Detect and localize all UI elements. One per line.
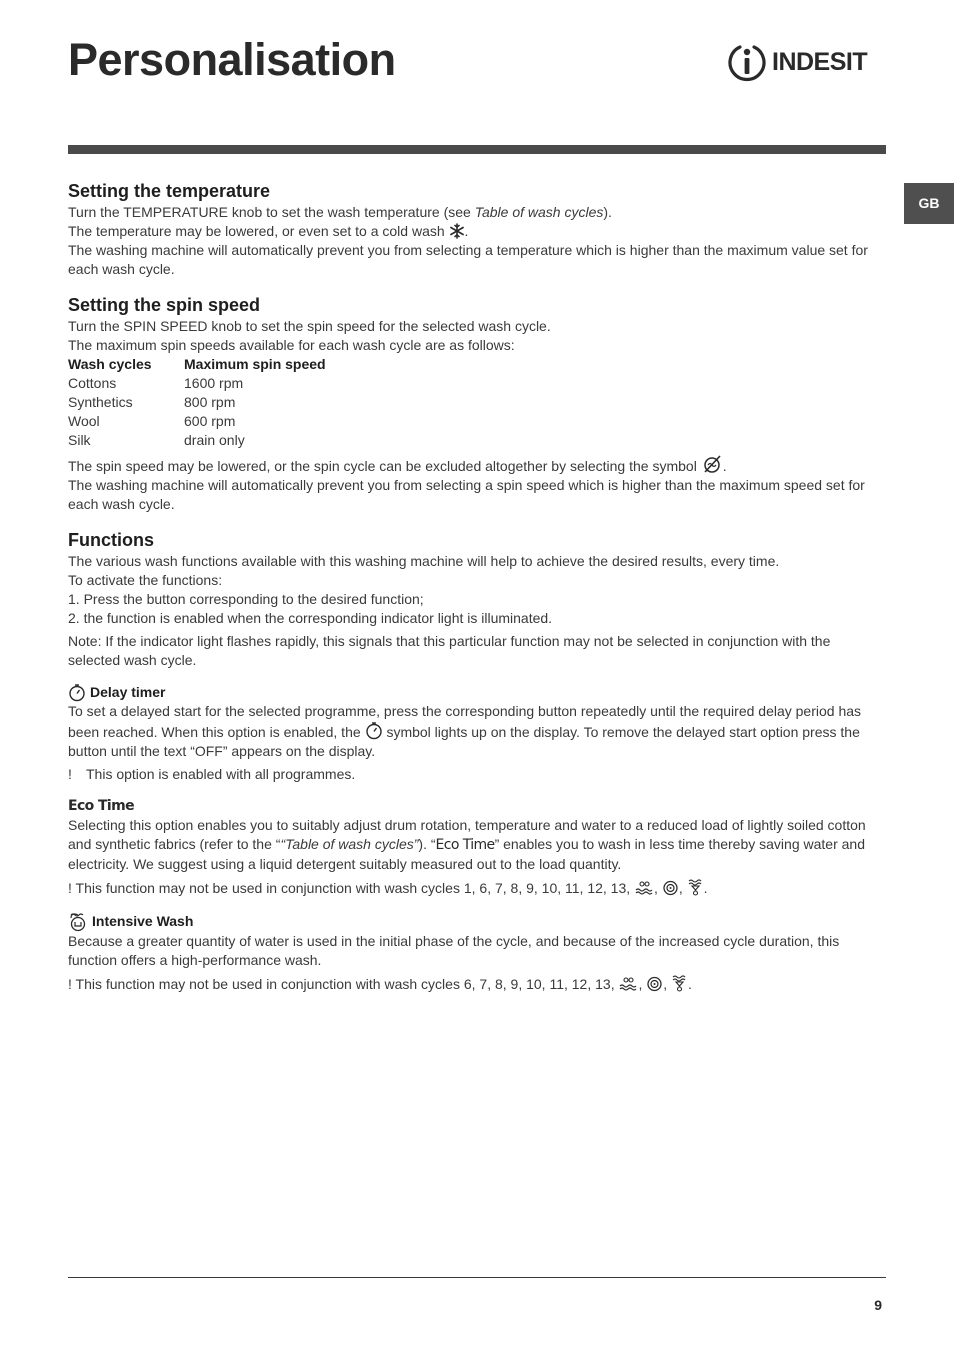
functions-step-2: 2. the function is enabled when the corresponding indicator light is illuminated. xyxy=(68,610,553,626)
rinse-cycle-icon xyxy=(687,878,704,896)
intensive-wash-heading: Intensive Wash xyxy=(68,910,886,932)
temperature-line-1: Turn the TEMPERATURE knob to set the wash temperature (see Table of wash cycles). xyxy=(68,204,612,220)
ecotime-body: Selecting this option enables you to suitably adjust drum rotation, temperature and water to a reduced load of lightly soiled cotton and synthetic fabrics (refer to the ““Table of wash cycles”). “Eco Time” enables you to wash in less time thereby saving water and electricity. We suggest using a liquid detergent suitably measured out to the load quantity. xyxy=(68,817,866,872)
spin-cycle-icon xyxy=(646,976,663,992)
temperature-line-3: The washing machine will automatically prevent you from selecting a temperature which is higher than the maximum value set for each wash cycle. xyxy=(68,242,868,277)
no-spin-icon xyxy=(701,454,723,474)
spin-line-1: Turn the SPIN SPEED knob to set the spin speed for the selected wash cycle. xyxy=(68,318,551,334)
language-tab: GB xyxy=(904,183,954,224)
table-cell: 1600 rpm xyxy=(184,375,244,391)
delay-timer-warning: ! This option is enabled with all programmes. xyxy=(68,766,356,782)
spin-line-3: The spin speed may be lowered, or the spin cycle can be excluded altogether by selecting the symbol . xyxy=(68,454,886,476)
table-cell: 600 rpm xyxy=(184,413,236,429)
stopwatch-icon xyxy=(365,721,383,740)
header-divider xyxy=(68,145,886,154)
footer-divider xyxy=(68,1277,886,1278)
page-title: Personalisation xyxy=(68,34,396,85)
table-cell: Synthetics xyxy=(68,394,133,410)
page-number: 9 xyxy=(874,1297,882,1313)
functions-intro-2: To activate the functions: xyxy=(68,572,223,588)
table-cell: Silk xyxy=(68,432,91,448)
table-header-row xyxy=(68,355,326,374)
functions-note: Note: If the indicator light flashes rapidly, this signals that this particular function may not be selected in conjunction with the selected wash cycle. xyxy=(68,633,831,668)
table-cell: Cottons xyxy=(68,375,117,391)
spin-line-4: The washing machine will automatically prevent you from selecting a spin speed which is higher than the maximum speed set for each wash cycle. xyxy=(68,477,865,512)
rinse-cycle-icon xyxy=(671,974,688,992)
ecotime-heading xyxy=(68,796,886,816)
spin-heading: Setting the spin speed xyxy=(68,295,261,315)
functions-heading: Functions xyxy=(68,530,154,550)
temperature-heading: Setting the temperature xyxy=(68,181,271,201)
spin-cycle-icon xyxy=(662,880,679,896)
table-row xyxy=(68,431,326,450)
indesit-i-logo-icon xyxy=(726,41,768,83)
snowflake-icon xyxy=(449,223,465,239)
table-header-cell: Wash cycles xyxy=(68,356,152,372)
table-row xyxy=(68,412,326,431)
brand-logo xyxy=(726,40,867,84)
table-row xyxy=(68,393,326,412)
intensive-wash-warning: ! This function may not be used in conjunction with wash cycles 6, 7, 8, 9, 10, 11, 12, 13, , , . xyxy=(68,976,692,992)
spin-line-2: The maximum spin speeds available for each wash cycle are as follows: xyxy=(68,337,515,353)
temperature-line-2: The temperature may be lowered, or even set to a cold wash . xyxy=(68,223,469,239)
functions-step-1: 1. Press the button corresponding to the desired function; xyxy=(68,591,424,607)
delay-timer-heading: Delay timer xyxy=(68,682,886,702)
table-row xyxy=(68,374,326,393)
functions-intro-1: The various wash functions available with this washing machine will help to achieve the desired results, every time. xyxy=(68,553,780,569)
delay-timer-body: To set a delayed start for the selected programme, press the corresponding button repeatedly until the required delay period has been reached. When this option is enabled, the symbol lights up on the display. To remove the delayed start option press the button until the text “OFF” appears on the display. xyxy=(68,703,862,759)
table-cell: Wool xyxy=(68,413,100,429)
ecotime-label: Eco Time xyxy=(68,798,134,814)
ecotime-warning: ! This function may not be used in conjunction with wash cycles 1, 6, 7, 8, 9, 10, 11, 12, 13, , , . xyxy=(68,880,708,896)
wool-cycle-icon xyxy=(618,976,638,992)
intensive-wash-body: Because a greater quantity of water is used in the initial phase of the cycle, and because of the increased cycle duration, this function offers a high-performance wash. xyxy=(68,933,840,968)
main-content xyxy=(68,180,886,994)
table-cell: 800 rpm xyxy=(184,394,236,410)
spin-speed-table xyxy=(68,355,326,450)
table-cell: drain only xyxy=(184,432,245,448)
stopwatch-icon xyxy=(68,683,86,702)
intensive-wash-icon xyxy=(68,910,88,932)
table-header-cell: Maximum spin speed xyxy=(184,356,326,372)
brand-name: INDESIT xyxy=(772,47,868,76)
wool-cycle-icon xyxy=(634,880,654,896)
